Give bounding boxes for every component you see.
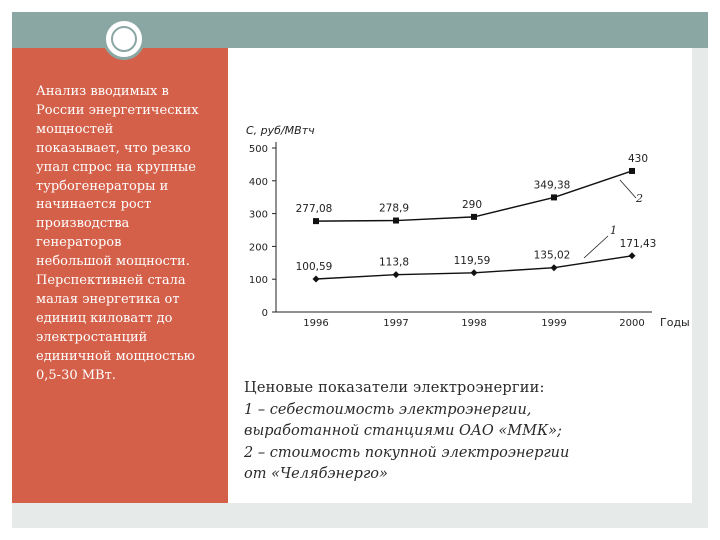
data-point: [629, 168, 635, 174]
data-point: [471, 214, 477, 220]
caption-line-1: 1 – себестоимость электроэнергии,: [244, 401, 532, 418]
data-label: 135,02: [533, 249, 571, 262]
x-tick-label: 1997: [383, 318, 409, 329]
series-name-label: 2: [636, 192, 643, 205]
data-label: 278,9: [378, 202, 410, 215]
caption-line-4: от «Челябэнерго»: [244, 466, 388, 482]
data-label: 290: [461, 198, 483, 211]
series-name-leader: [620, 180, 636, 198]
data-point: [471, 269, 478, 276]
y-tick-label: 0: [261, 308, 268, 319]
series-line-2: [316, 171, 632, 221]
x-axis-label: Годы: [660, 316, 690, 329]
right-strip: [692, 48, 708, 528]
price-chart: [232, 118, 692, 338]
data-point: [313, 276, 320, 283]
x-tick-label: 1999: [541, 318, 567, 329]
y-tick-label: 300: [248, 209, 268, 221]
bottom-band: [12, 503, 708, 528]
x-tick-label: 1998: [461, 318, 487, 329]
y-tick-label: 500: [248, 144, 268, 155]
data-point: [313, 218, 319, 224]
data-label: 349,38: [533, 179, 571, 192]
chart-data-labels: [296, 153, 657, 273]
y-tick-label: 100: [248, 275, 268, 287]
data-label: 113,8: [378, 256, 410, 269]
caption-line-2: выработанной станциями ОАО «ММК»;: [244, 423, 562, 439]
circle-logo-icon: [103, 18, 145, 60]
data-label: 171,43: [619, 237, 657, 250]
series-name-label: 1: [610, 224, 617, 237]
series-name-leader: [584, 236, 608, 258]
y-tick-label: 200: [248, 242, 268, 254]
caption-line-3: 2 – стоимость покупной электроэнергии: [244, 444, 570, 461]
data-label: 277,08: [295, 203, 333, 216]
data-point: [551, 194, 557, 200]
data-point: [393, 271, 400, 278]
chart-ticks: [249, 144, 645, 329]
data-point: [393, 218, 399, 224]
x-tick-label: 1996: [303, 318, 329, 329]
data-point: [551, 264, 558, 271]
data-label: 119,59: [453, 254, 491, 267]
caption-title: Ценовые показатели электроэнергии:: [244, 380, 545, 396]
data-label: 100,59: [295, 261, 333, 274]
y-tick-label: 400: [248, 176, 268, 188]
x-tick-label: 2000: [619, 318, 645, 329]
chart-caption: [244, 378, 684, 486]
data-point: [629, 252, 636, 259]
data-label: 430: [627, 152, 649, 165]
chart-axes: [276, 142, 652, 312]
left-panel-text: Анализ вводимых в России энергетических мощностей показывает, что резко упал спрос на крупные турбогенераторы и начинается рост производства генераторов небольшой мощности. Перспективней стала малая энергетика от единиц киловатт до электростанций единичной мощностью 0,5-30 МВт.: [36, 84, 199, 383]
y-axis-label: С, руб/МВтч: [246, 124, 315, 137]
